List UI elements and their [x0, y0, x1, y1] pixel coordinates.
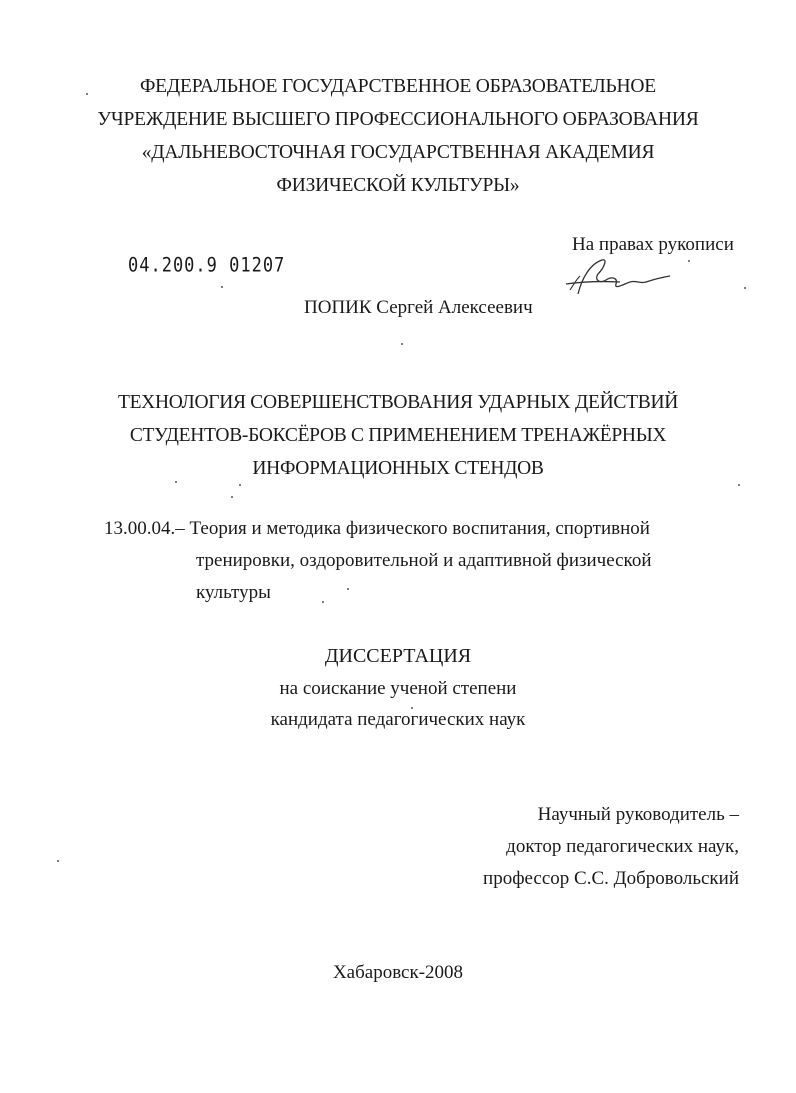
scan-speck: [221, 286, 223, 288]
city-year: Хабаровск-2008: [332, 962, 464, 983]
author-name: ПОПИК Сергей Алексеевич: [304, 297, 533, 318]
supervisor-line-1: Научный руководитель –: [537, 804, 739, 825]
scan-speck: [401, 343, 403, 345]
organization-line-1: ФЕДЕРАЛЬНОЕ ГОСУДАРСТВЕННОЕ ОБРАЗОВАТЕЛЬНОЕ: [139, 76, 657, 97]
scan-speck: [347, 588, 349, 590]
scan-speck: [744, 287, 746, 289]
title-line-2: СТУДЕНТОВ-БОКСЁРОВ С ПРИМЕНЕНИЕМ ТРЕНАЖЁРНЫХ: [129, 425, 667, 446]
manuscript-rights: На правах рукописи: [572, 234, 734, 255]
specialty-line-1: 13.00.04.– Теория и методика физического воспитания, спортивной: [104, 518, 650, 539]
dissertation-heading: ДИССЕРТАЦИЯ: [324, 645, 472, 667]
scan-speck: [86, 93, 88, 95]
scan-speck: [239, 484, 241, 486]
organization-line-2: УЧРЕЖДЕНИЕ ВЫСШЕГО ПРОФЕССИОНАЛЬНОГО ОБРАЗОВАНИЯ: [97, 109, 699, 130]
scan-speck: [738, 484, 740, 486]
scan-speck: [322, 601, 324, 603]
scan-speck: [688, 260, 690, 262]
specialty-line-2: тренировки, оздоровительной и адаптивной физической: [196, 550, 652, 571]
title-line-3: ИНФОРМАЦИОННЫХ СТЕНДОВ: [252, 458, 544, 479]
supervisor-line-3: профессор С.С. Добровольский: [483, 868, 739, 889]
scan-speck: [231, 496, 233, 498]
scan-speck: [175, 481, 177, 483]
supervisor-line-2: доктор педагогических наук,: [506, 836, 739, 857]
dissertation-line-1: на соискание ученой степени: [279, 678, 517, 699]
signature-image: [560, 254, 690, 300]
specialty-line-3: культуры: [196, 582, 271, 603]
organization-line-3: «ДАЛЬНЕВОСТОЧНАЯ ГОСУДАРСТВЕННАЯ АКАДЕМИЯ: [141, 142, 655, 163]
title-line-1: ТЕХНОЛОГИЯ СОВЕРШЕНСТВОВАНИЯ УДАРНЫХ ДЕЙСТВИЙ: [117, 392, 679, 413]
registration-number: 04.200.9 01207: [128, 254, 286, 278]
scan-speck: [57, 860, 59, 862]
scan-speck: [411, 707, 413, 709]
dissertation-line-2: кандидата педагогических наук: [270, 709, 526, 730]
organization-line-4: ФИЗИЧЕСКОЙ КУЛЬТУРЫ»: [276, 175, 520, 196]
